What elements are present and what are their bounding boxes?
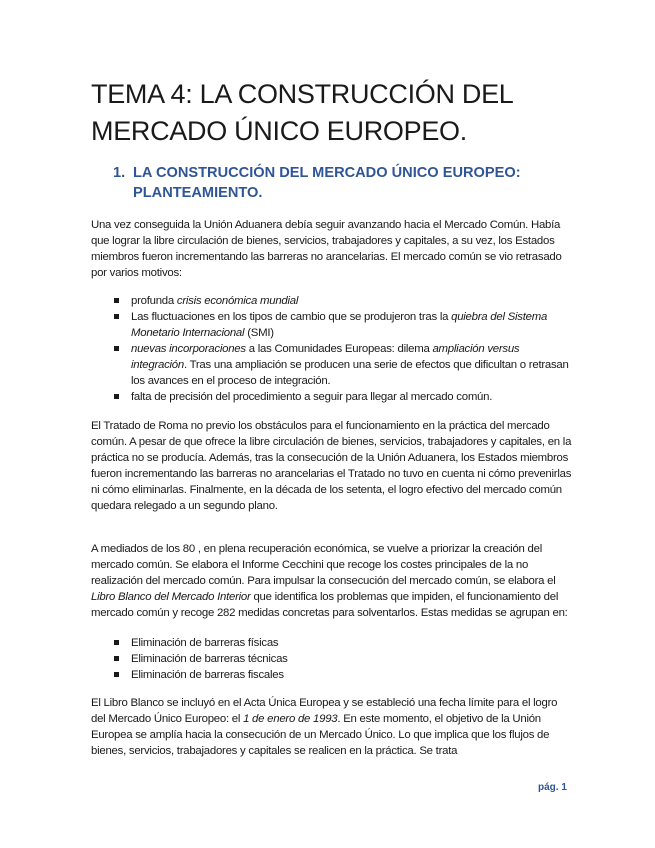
paragraph-1: Una vez conseguida la Unión Aduanera debía seguir avanzando hacia el Mercado Común. Había que lograr la libre circulación de bienes, servicios, trabajadores y capitales, a su vez, los Estados miembros fueron incrementando las barreras no arancelarias. El mercado común se vio retrasado por varios motivos: <box>91 219 562 279</box>
document-title: TEMA 4: LA CONSTRUCCIÓN DEL MERCADO ÚNICO EUROPEO. <box>91 79 513 146</box>
bullet-italic-text: crisis económica mundial <box>176 295 299 307</box>
list-item <box>113 309 573 341</box>
list-item <box>113 293 573 309</box>
bullet-italic-text: quiebra del Sistema Monetario Internacional <box>131 311 548 339</box>
section-heading <box>113 163 583 203</box>
bullet-text: falta de precisión del procedimiento a seguir para llegar al mercado común. <box>131 391 493 403</box>
page-number: pág. 1 <box>538 782 567 793</box>
bullet-text: profunda <box>131 295 177 307</box>
bullet-list-measures <box>113 635 573 683</box>
list-item: Eliminación de barreras técnicas <box>113 651 573 667</box>
bullet-italic-text: ampliación versus integración <box>131 343 520 371</box>
list-item <box>113 389 573 405</box>
section-number: 1. <box>113 165 126 181</box>
bullet-text: (SMI) <box>244 327 274 339</box>
paragraph-italic-text: Libro Blanco del Mercado Interior <box>91 591 251 603</box>
list-item: Eliminación de barreras físicas <box>113 635 573 651</box>
paragraph-text: . En este momento, el objetivo de la Unión Europea se amplía hacia la consecución de un Mercado Único. Lo que implica que los flujos de bienes, servicios, trabajadores y capitales se realicen en la práctica. Se trata <box>91 713 550 757</box>
section-heading-text: LA CONSTRUCCIÓN DEL MERCADO ÚNICO EUROPEO: PLANTEAMIENTO. <box>133 165 521 201</box>
bullet-italic-text: nuevas incorporaciones <box>131 343 246 355</box>
paragraph-text: El Libro Blanco se incluyó en el Acta Única Europea y se estableció una fecha límite para el logro del Mercado Único Europeo: el <box>91 697 558 725</box>
paragraph-3 <box>91 541 573 621</box>
bullet-list-motives <box>113 293 573 405</box>
paragraph-text: que identifica los problemas que impiden, el funcionamiento del mercado común y recoge 282 medidas concretas para solventarlos. Estas medidas se agrupan en: <box>91 591 568 619</box>
bullet-text: a las Comunidades Europeas: dilema <box>245 343 433 355</box>
bullet-text: Las fluctuaciones en los tipos de cambio que se produjeron tras la <box>131 311 452 323</box>
paragraph-2: El Tratado de Roma no previo los obstáculos para el funcionamiento en la práctica del mercado común. A pesar de que ofrece la libre circulación de bienes, servicios, trabajadores y capitales, en la práctica no se producía. Además, tras la consecución de la Unión Aduanera, los Estados miembros fueron incrementando las barreras no arancelarias el Tratado no tuvo en cuenta ni cómo prevenirlas ni cómo eliminarlas. Finalmente, en la década de los setenta, el logro efectivo del mercado común quedara relegado a un segundo plano. <box>91 420 572 512</box>
list-item <box>113 341 573 389</box>
paragraph-text: A mediados de los 80 , en plena recuperación económica, se vuelve a priorizar la creación del mercado común. Se elabora el Informe Cecchini que recoge los costes principales de la no realización del mercado común. Para impulsar la consecución del mercado común, se elabora el <box>91 543 556 587</box>
paragraph-4 <box>91 695 573 759</box>
bullet-text: . Tras una ampliación se producen una serie de efectos que dificultan o retrasan los avances en el proceso de integración. <box>131 359 569 387</box>
list-item: Eliminación de barreras fiscales <box>113 667 573 683</box>
paragraph-italic-text: 1 de enero de 1993 <box>243 713 338 725</box>
